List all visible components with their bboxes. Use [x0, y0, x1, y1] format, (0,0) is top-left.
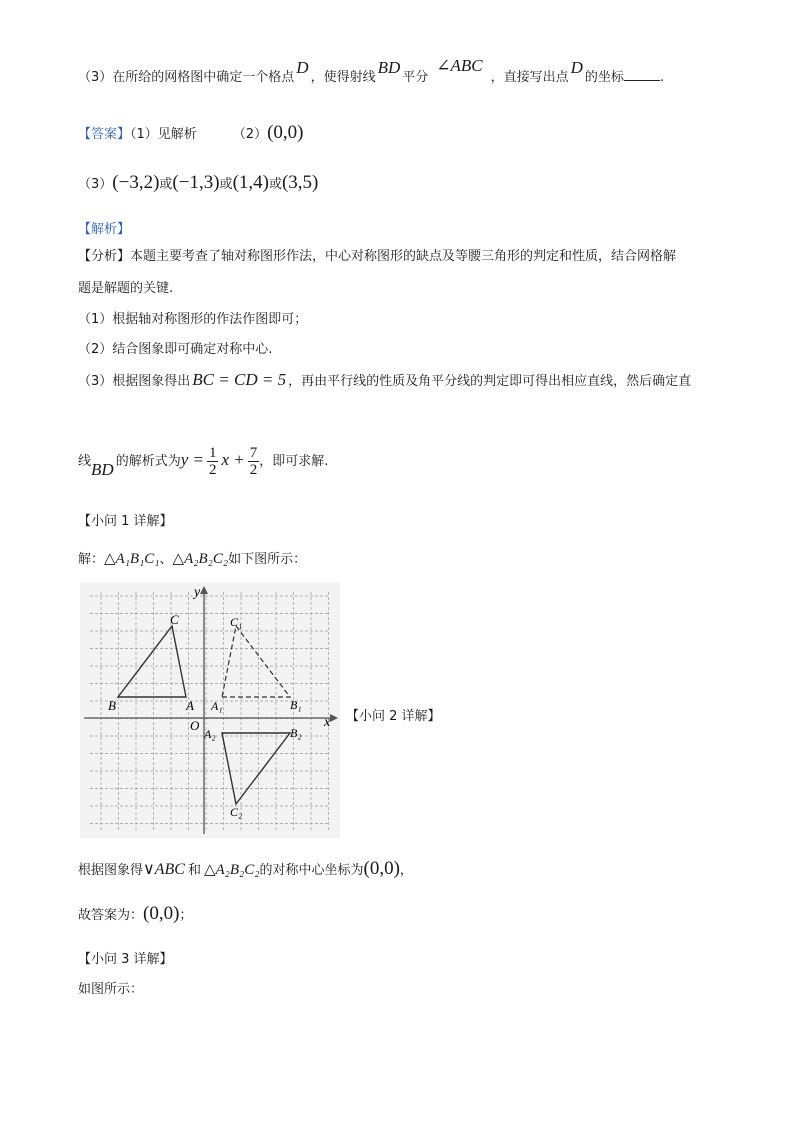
sub2-answer-label: 故答案为：	[78, 908, 144, 923]
y-axis-label: y	[194, 585, 201, 600]
answer-v2: (−1,3)	[172, 172, 220, 193]
label-b2: B₂	[290, 726, 302, 740]
question-3	[78, 56, 665, 86]
answer-line-3	[78, 172, 318, 194]
or-3: 或	[268, 177, 282, 192]
analysis-line-2: 题是解题的关键.	[78, 281, 174, 296]
analysis-line-3: （1）根据轴对称图形的作法作图即可；	[78, 312, 308, 327]
answer-part3: （3）	[78, 177, 113, 192]
sub1-text-a: 解：	[78, 552, 105, 567]
sub3-text: 如图所示：	[78, 982, 144, 997]
triangle-a2b2c2-ref: △A₂B₂C₂	[203, 862, 260, 878]
label-a1: A₁	[211, 699, 223, 713]
triangle-a1b1c1: △A₁B₁C₁	[104, 551, 160, 567]
analysis-line-6b: 的解析式为	[115, 454, 181, 469]
q3-text-e: 的坐标	[584, 70, 624, 85]
analysis-line-5a: （3）根据图象得出	[78, 374, 191, 389]
center-value: (0,0)	[363, 858, 400, 879]
fraction-seven-halves: $\frac{7}{2}$	[249, 445, 258, 478]
triangle-a2b2c2: △A₂B₂C₂	[172, 551, 229, 567]
sub2-text	[78, 858, 413, 880]
answer-v1: (−3,2)	[112, 172, 160, 193]
analysis-line-6c: ，即可求解.	[259, 454, 329, 469]
coordinate-grid-figure	[80, 582, 340, 838]
sub2-and: 和	[187, 863, 201, 878]
answer-v3: (1,4)	[232, 172, 269, 193]
q3-text-c: 平分	[402, 70, 429, 85]
label-c1: C₁	[230, 615, 243, 629]
analysis-line-5	[78, 370, 691, 390]
sub2-semicolon: ；	[179, 908, 193, 923]
or-2: 或	[219, 177, 233, 192]
analysis-line-1: 【分析】本题主要考查了轴对称图形作法，中心对称图形的缺点及等腰三角形的判定和性质，结合网格解	[78, 249, 677, 264]
or-1: 或	[159, 177, 173, 192]
sub2-text-a: 根据图象得	[78, 863, 144, 878]
sub2-answer-value: (0,0)	[143, 903, 180, 924]
q3-text-f: .	[659, 70, 665, 85]
answer-v4: (3,5)	[281, 172, 319, 193]
sub1-text	[78, 548, 306, 568]
label-c2: C₂	[230, 805, 243, 819]
analysis-line-4: （2）结合图象即可确定对称中心.	[78, 342, 273, 357]
equation-x: x +	[221, 450, 245, 469]
answer-part1: （1）见解析	[130, 127, 197, 142]
analysis-line-6	[78, 445, 328, 478]
equation-y: y =	[180, 450, 204, 469]
sub3-header: 【小问 3 详解】	[78, 952, 173, 967]
angle-abc: ∠ABC	[436, 56, 483, 75]
analysis-label: 【解析】	[78, 222, 131, 237]
sub2-comma: ，	[399, 863, 413, 878]
point-d: D	[296, 58, 309, 77]
sub1-header: 【小问 1 详解】	[78, 514, 173, 529]
label-a: A	[186, 698, 194, 713]
analysis-line-5b: ，再由平行线的性质及角平分线的判定即可得出相应直线，然后确定直	[288, 374, 692, 389]
q3-text-a: （3）在所给的网格图中确定一个格点	[78, 70, 295, 85]
sub2-text-b: 的对称中心坐标为	[259, 863, 364, 878]
answer-part2-value: (0,0)	[267, 122, 304, 143]
label-c: C	[170, 612, 179, 627]
sub2-answer	[78, 903, 192, 925]
sub2-header: 【小问 2 详解】	[346, 709, 441, 724]
answer-blank	[624, 68, 660, 81]
answer-part2: （2）	[232, 127, 268, 142]
triangle-abc-ref: ∨ABC	[143, 861, 185, 878]
point-d-2: D	[570, 58, 583, 77]
q3-text-d: ，直接写出点	[490, 70, 569, 85]
answer-label: 【答案】	[78, 127, 131, 142]
sub1-text-b: 如下图所示：	[228, 552, 307, 567]
analysis-line-6a: 线	[78, 454, 92, 469]
fraction-one-half: $\frac{1}{2}$	[208, 445, 217, 478]
ray-bd: BD	[377, 58, 401, 77]
bc-cd-equation: BC = CD = 5	[192, 370, 287, 389]
sub1-sep: 、	[159, 552, 173, 567]
q3-text-b: ，使得射线	[310, 70, 376, 85]
label-b: B	[108, 698, 116, 713]
origin-label: O	[190, 718, 200, 733]
line-bd: BD	[91, 460, 114, 479]
label-a2: A₂	[204, 727, 216, 741]
x-axis-label: x	[324, 715, 331, 730]
label-b1: B₁	[290, 698, 302, 712]
answer-line	[78, 122, 303, 144]
